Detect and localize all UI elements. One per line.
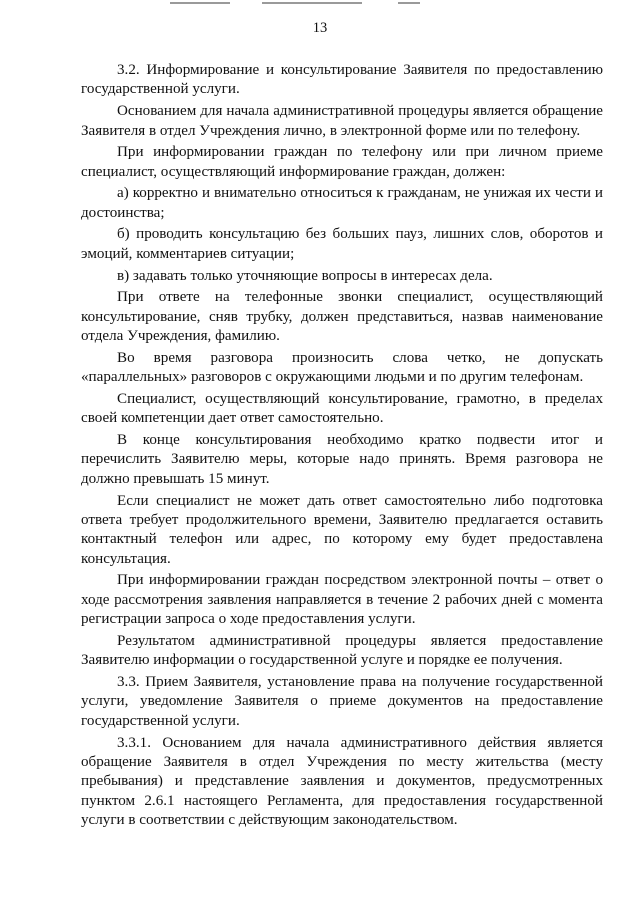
paragraph: Основанием для начала административной процедуры является обращение Заявителя в отдел Учреждения лично, в электронной форме или по телефону.	[81, 103, 603, 139]
paragraph: Результатом административной процедуры является предоставление Заявителю информации о государственной услуге и порядке ее получения.	[81, 632, 603, 669]
paragraph-3-3-heading: 3.3. Прием Заявителя, установление права на получение государственной услуги, уведомление Заявителя о приеме документов на предоставление государственной услуги.	[81, 674, 603, 729]
paragraph: При информировании граждан посредством электронной почты – ответ о ходе рассмотрения заявления направляется в течение 2 рабочих дней с момента регистрации запроса о ходе предоставления услуги.	[81, 572, 603, 628]
paragraph: Во время разговора произносить слова четко, не допускать «параллельных» разговоров с окружающими людьми и по другим телефонам.	[81, 349, 603, 386]
paragraph: В конце консультирования необходимо кратко подвести итог и перечислить Заявителю меры, которые надо принять. Время разговора не должно превышать 15 минут.	[81, 431, 603, 487]
paragraph: При ответе на телефонные звонки специалист, осуществляющий консультирование, сняв трубку, должен представиться, назвав наименование отдела Учреждения, фамилию.	[81, 289, 603, 345]
paragraph-3-2-heading: 3.2. Информирование и консультирование Заявителя по предоставлению государственной услуги.	[81, 62, 603, 98]
page-number: 13	[312, 20, 328, 36]
list-item-v: в) задавать только уточняющие вопросы в интересах дела.	[117, 267, 493, 284]
scan-top-edge-marks	[0, 0, 640, 8]
list-item-a: а) корректно и внимательно относиться к гражданам, не унижая их чести и достоинства;	[81, 185, 603, 221]
document-body	[81, 61, 603, 831]
paragraph: Если специалист не может дать ответ самостоятельно либо подготовка ответа требует продолжительного времени, Заявителю предлагается оставить контактный телефон или адрес, по которому ему будет предоставлена консультация.	[81, 492, 603, 567]
paragraph: При информировании граждан по телефону или при личном приеме специалист, осуществляющий информирование граждан, должен:	[81, 144, 603, 180]
list-item-b: б) проводить консультацию без больших пауз, лишних слов, оборотов и эмоций, комментариев ситуации;	[81, 226, 603, 262]
paragraph: Специалист, осуществляющий консультирование, грамотно, в пределах своей компетенции дает ответ самостоятельно.	[81, 390, 603, 427]
paragraph-3-3-1: 3.3.1. Основанием для начала административного действия является обращение Заявителя в отдел Учреждения по месту жительства (месту пребывания) и представление заявления и документов, предусмотренных пунктом 2.6.1 настоящего Регламента, для предоставления государственной услуги в соответствии с действующим законодательством.	[81, 734, 603, 829]
